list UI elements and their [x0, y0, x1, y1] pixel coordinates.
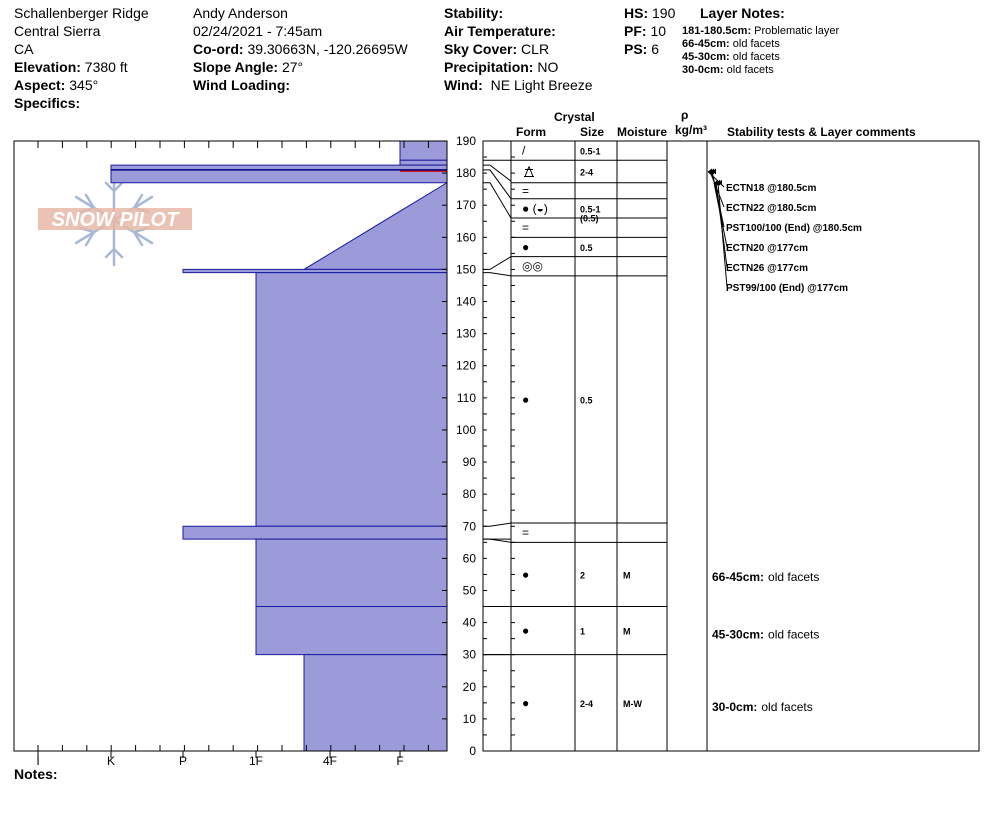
layer-comment-range: 30-0cm: — [712, 699, 758, 714]
height-tick-label: 140 — [455, 294, 476, 309]
aspect-row: Aspect: 345° — [14, 77, 99, 93]
height-tick-label: 100 — [455, 422, 476, 437]
col-density: kg/m³ — [675, 123, 708, 137]
stability-test: ECTN18 @180.5cm — [726, 183, 817, 194]
col-size: Size — [580, 125, 605, 139]
wind-loading-label: Wind Loading: — [193, 77, 291, 93]
layer-comment — [712, 570, 819, 584]
hardness-layer — [256, 607, 447, 655]
precip-row: Precipitation: NO — [444, 59, 559, 75]
layer-comment-text: old facets — [768, 569, 820, 584]
height-tick-label: 90 — [462, 455, 476, 470]
grain-moisture: M — [623, 570, 631, 581]
layer-connector — [483, 273, 511, 276]
surface-hoar-stroke — [525, 167, 529, 177]
stability-test: PST99/100 (End) @177cm — [726, 283, 849, 294]
hardness-layer — [304, 183, 447, 270]
hardness-tick-label: 4F — [322, 754, 338, 768]
grain-moisture: M-W — [623, 698, 642, 709]
hardness-tick-label: 1F — [248, 754, 264, 768]
grain-size: 0.5 — [580, 242, 593, 253]
height-tick-label: 60 — [462, 551, 476, 566]
height-tick-label: 30 — [462, 647, 476, 662]
height-tick-label: 80 — [462, 487, 476, 502]
col-crystal: Crystal — [554, 110, 595, 124]
layer-note: 45-30cm: old facets — [682, 51, 780, 63]
layer-connector — [483, 257, 511, 270]
height-tick-label: 180 — [455, 166, 476, 181]
ps-row: PS: 6 — [624, 41, 660, 57]
height-tick-label: 10 — [462, 711, 476, 726]
height-tick-label: 110 — [456, 390, 476, 405]
height-tick-label: 160 — [455, 230, 476, 245]
layer-note: 66-45cm: old facets — [682, 38, 780, 50]
grain-size: 2-4 — [580, 167, 594, 178]
layer-comment-range: 45-30cm: — [712, 627, 765, 642]
height-tick-label: 170 — [455, 198, 476, 213]
sky-row: Sky Cover: CLR — [444, 41, 550, 57]
grain-size: 1 — [580, 626, 586, 637]
height-tick-label: 40 — [462, 615, 476, 630]
height-tick-label: 0 — [469, 744, 476, 758]
grain-size: 0.5-1 — [580, 204, 601, 215]
surface-hoar-stroke — [529, 167, 533, 177]
col-form: Form — [516, 125, 546, 139]
grain-form: = — [522, 183, 530, 198]
layer-comment — [712, 628, 819, 642]
hardness-tick-label: F — [396, 754, 404, 768]
hs-row: HS: 190 — [624, 5, 676, 21]
hardness-tick-label: I — [36, 754, 40, 768]
grain-form: ● — [522, 239, 530, 254]
stability-test: ECTN22 @180.5cm — [726, 203, 817, 214]
hardness-layer — [256, 539, 447, 606]
hardness-layer — [400, 141, 447, 160]
surface-hoar-icon — [524, 167, 534, 177]
col-moisture: Moisture — [617, 125, 668, 139]
grain-size-secondary: (0.5) — [580, 213, 599, 224]
layer-comment-text: old facets — [761, 699, 813, 714]
grain-form: ● — [522, 392, 530, 407]
slope-row: Slope Angle: 27° — [193, 59, 304, 75]
hardness-layer — [183, 526, 447, 539]
height-tick-label: 120 — [455, 358, 476, 373]
layer-comment — [712, 700, 813, 714]
height-tick-label: 130 — [455, 326, 476, 341]
grain-form: ● — [522, 567, 530, 582]
hardness-layer — [256, 273, 447, 527]
hardness-tick-label: K — [106, 754, 116, 768]
hardness-layer — [304, 655, 447, 751]
hardness-layer — [400, 160, 447, 165]
logo-text: SNOW PILOT — [51, 209, 179, 231]
layer-connector — [483, 183, 511, 218]
grain-form: = — [522, 220, 530, 235]
layer-note: 181-180.5cm: Problematic layer — [682, 25, 840, 37]
layer-comment-range: 66-45cm: — [712, 569, 765, 584]
height-tick-label: 150 — [455, 262, 476, 277]
col-rho: ρ — [681, 108, 689, 122]
hardness-tick-label: P — [178, 754, 188, 768]
location-state: CA — [14, 41, 34, 57]
elevation-row: Elevation: 7380 ft — [14, 59, 128, 75]
grain-form: ● — [522, 623, 530, 638]
grain-form: ◎◎ — [522, 259, 543, 274]
air-temp-label: Air Temperature: — [444, 23, 556, 39]
observation-datetime: 02/24/2021 - 7:45am — [193, 23, 323, 39]
hardness-layer — [111, 165, 447, 183]
stability-test: PST100/100 (End) @180.5cm — [726, 223, 862, 234]
grain-form: ● (◒) — [522, 201, 548, 216]
notes-label: Notes: — [14, 766, 58, 782]
stability-test: ECTN26 @177cm — [726, 263, 809, 274]
grain-moisture: M — [623, 626, 631, 637]
stability-label: Stability: — [444, 5, 504, 21]
coordinates-row: Co-ord: 39.30663N, -120.26695W — [193, 41, 408, 57]
layer-comment-text: old facets — [768, 627, 820, 642]
height-tick-label: 20 — [462, 679, 476, 694]
height-tick-label: 190 — [455, 134, 476, 148]
stability-test: ECTN20 @177cm — [726, 243, 809, 254]
wind-row: Wind: NE Light Breeze — [444, 77, 593, 93]
grain-form: ● — [522, 695, 530, 710]
grain-size: 0.5-1 — [580, 146, 601, 157]
pf-row: PF: 10 — [624, 23, 667, 39]
height-tick-label: 70 — [462, 519, 476, 534]
layer-notes-title: Layer Notes: — [700, 5, 785, 21]
stability-test-arrow — [718, 183, 727, 287]
height-tick-label: 50 — [462, 583, 476, 598]
specifics-label: Specifics: — [14, 95, 81, 111]
layer-note: 30-0cm: old facets — [682, 64, 774, 76]
layer-connector — [483, 523, 511, 526]
grain-size: 0.5 — [580, 395, 593, 406]
col-comments: Stability tests & Layer comments — [727, 125, 916, 139]
grain-size: 2 — [580, 570, 586, 581]
location-name: Schallenberger Ridge — [14, 5, 149, 21]
location-range: Central Sierra — [14, 23, 101, 39]
grain-form: / — [522, 143, 526, 158]
grain-form: = — [522, 525, 530, 540]
observer-name: Andy Anderson — [193, 5, 288, 21]
grain-size: 2-4 — [580, 698, 594, 709]
